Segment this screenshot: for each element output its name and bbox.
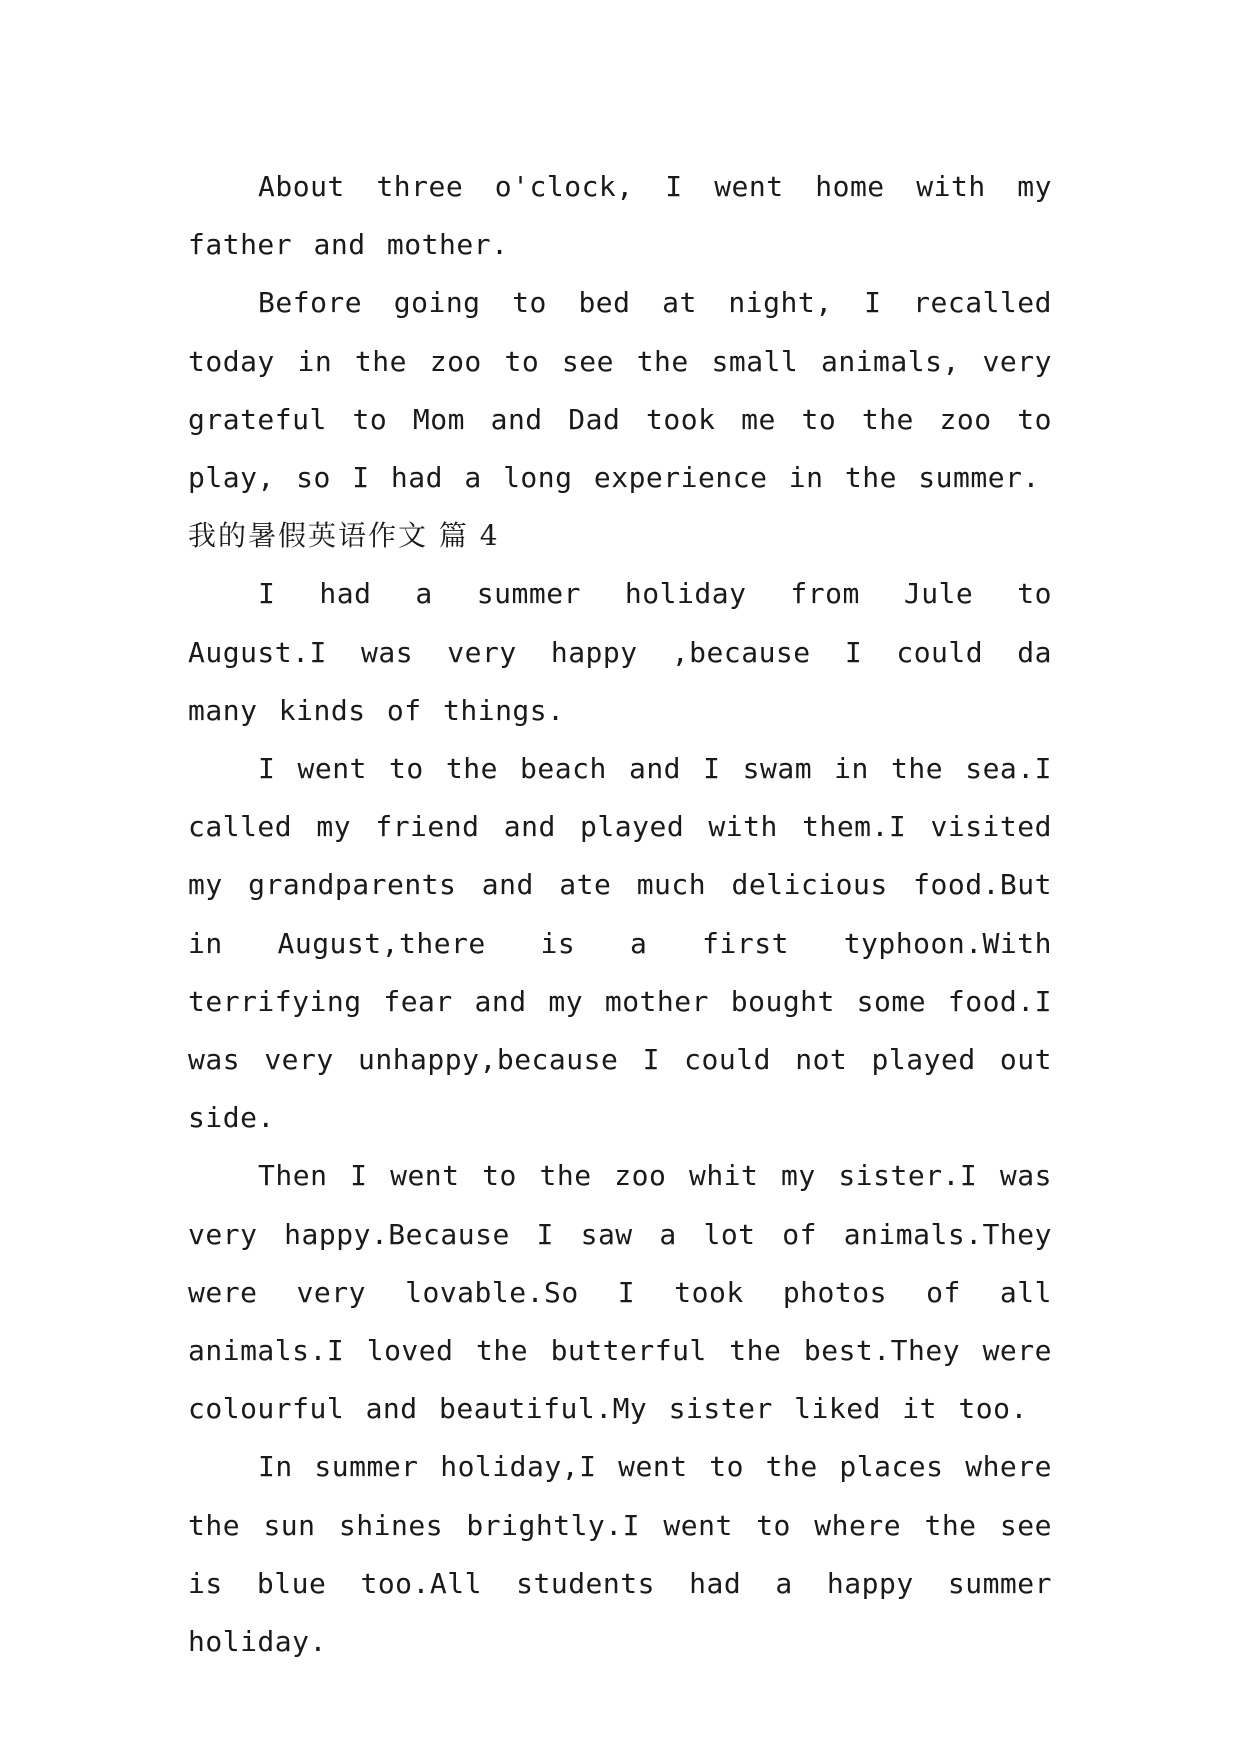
paragraph: About three o'clock, I went home with my father and mother.	[188, 170, 1052, 262]
paragraph: I went to the beach and I swam in the sea.I called my friend and played with them.I visited my grandparents and ate much delicious food.But in August,there is a first typhoon.With terrifying fear and my mother bought some food.I was very unhappy,because I could not played out side.	[188, 752, 1052, 1135]
paragraph: In summer holiday,I went to the places where the sun shines brightly.I went to where the see is blue too.All students had a happy summer holiday.	[188, 1450, 1052, 1659]
paragraph: Before going to bed at night, I recalled today in the zoo to see the small animals, very grateful to Mom and Dad took me to the zoo to play, so I had a long experience in the summer.	[188, 286, 1052, 495]
paragraph: I had a summer holiday from Jule to August.I was very happy ,because I could da many kinds of things.	[188, 577, 1052, 727]
document-page	[188, 158, 1052, 1671]
paragraph: Then I went to the zoo whit my sister.I was very happy.Because I saw a lot of animals.They were very lovable.So I took photos of all animals.I loved the butterful the best.They were colourful and beautiful.My sister liked it too.	[188, 1159, 1052, 1426]
section-heading: 我的暑假英语作文 篇 4	[188, 519, 500, 553]
